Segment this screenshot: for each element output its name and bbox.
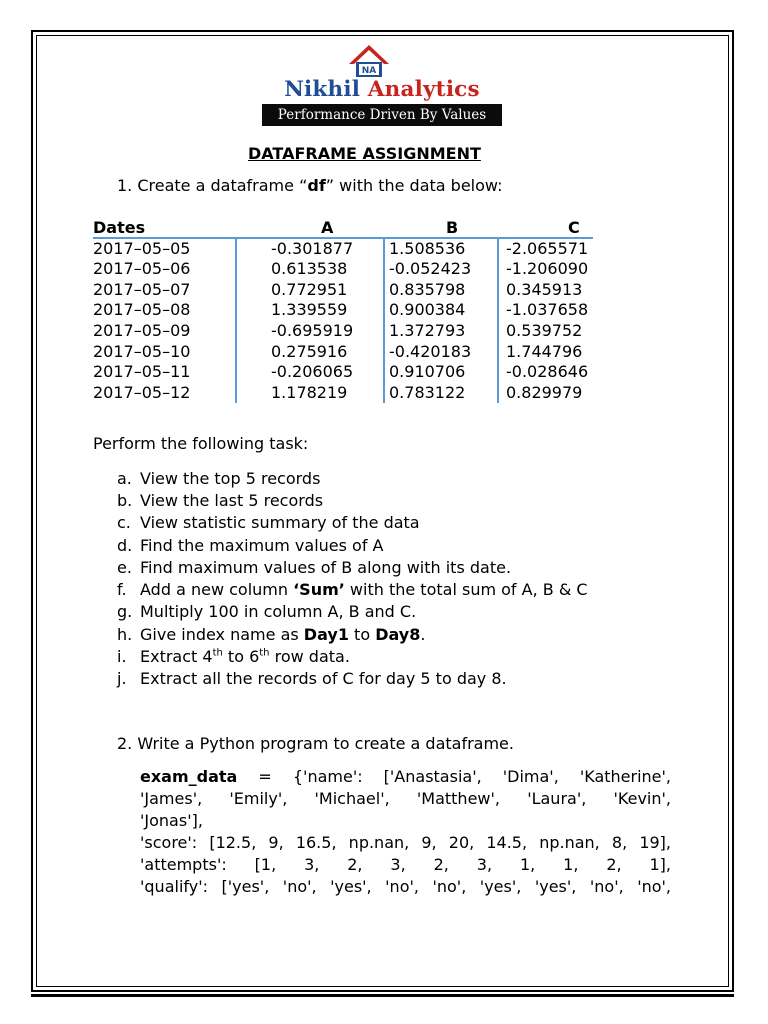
task-item-e	[117, 558, 511, 577]
table-cell: 2017–05–08	[93, 300, 191, 320]
question-1-df: df	[307, 176, 326, 195]
task-label: c.	[117, 513, 131, 532]
code-line: 'Jonas'],	[140, 811, 203, 830]
task-text: View statistic summary of the data	[140, 513, 420, 532]
task-text-bold: ‘Sum’	[293, 580, 345, 599]
task-text: Multiply 100 in column A, B and C.	[140, 602, 417, 621]
table-cell: 0.783122	[389, 382, 466, 402]
task-item-g	[117, 602, 416, 621]
task-text: Add a new column	[140, 580, 294, 599]
table-cell: -1.206090	[506, 259, 589, 279]
code-line: 'attempts': [1, 3, 2, 3, 2, 3, 1, 1, 2, 1],	[140, 855, 671, 874]
task-text: View the last 5 records	[140, 491, 324, 510]
code-text: = {'name': ['Anastasia', 'Dima', 'Katherine',	[237, 767, 671, 786]
task-label: g.	[117, 602, 133, 621]
task-superscript: th	[259, 647, 270, 659]
question-2: 2. Write a Python program to create a dataframe.	[117, 734, 514, 753]
code-line: 'qualify': ['yes', 'no', 'yes', 'no', 'no', 'yes', 'yes', 'no', 'no',	[140, 877, 671, 896]
table-header-b: B	[446, 218, 459, 237]
task-text: to 6	[222, 647, 260, 666]
task-text: to	[348, 625, 376, 644]
table-cell: 1.339559	[271, 300, 348, 320]
table-header-a: A	[321, 218, 334, 237]
code-variable: exam_data	[140, 767, 238, 786]
task-text: Extract all the records of C for day 5 to day 8.	[140, 669, 507, 688]
document-title: DATAFRAME ASSIGNMENT	[248, 144, 481, 163]
table-column-rule	[235, 239, 237, 403]
question-1-prefix: 1. Create a dataframe “	[117, 176, 308, 195]
table-cell: 1.372793	[389, 320, 466, 340]
task-label: b.	[117, 491, 133, 510]
brand-name-first: Nikhil	[284, 77, 361, 102]
table-cell: 2017–05–05	[93, 238, 191, 258]
task-item-a	[117, 469, 320, 488]
code-block	[140, 767, 671, 899]
task-text: Find maximum values of B along with its date.	[140, 558, 512, 577]
task-superscript: th	[212, 647, 223, 659]
task-label: e.	[117, 558, 132, 577]
table-cell: 0.829979	[506, 382, 583, 402]
task-label: f.	[117, 580, 127, 599]
table-header-dates: Dates	[93, 218, 146, 237]
table-cell: -2.065571	[506, 238, 589, 258]
table-header-c: C	[568, 218, 580, 237]
table-cell: 2017–05–10	[93, 341, 191, 361]
task-item-h	[117, 625, 425, 644]
table-column-rule	[383, 239, 385, 403]
page-border-bottom	[31, 994, 734, 997]
tasks-intro: Perform the following task:	[93, 434, 309, 453]
table-cell: 2017–05–11	[93, 362, 191, 382]
table-cell: -0.028646	[506, 362, 589, 382]
logo-initials: NA	[361, 66, 377, 76]
task-text: row data.	[269, 647, 350, 666]
table-cell: 0.900384	[389, 300, 466, 320]
table-cell: 0.539752	[506, 320, 583, 340]
table-cell: 1.178219	[271, 382, 348, 402]
task-item-j	[117, 669, 507, 688]
table-cell: -0.301877	[271, 238, 354, 258]
task-item-d	[117, 536, 384, 555]
code-line	[140, 767, 671, 789]
task-item-c	[117, 513, 420, 532]
table-cell: 2017–05–12	[93, 382, 191, 402]
task-item-f	[117, 580, 588, 599]
task-text-bold: Day8	[375, 625, 421, 644]
question-1-suffix: ” with the data below:	[325, 176, 503, 195]
table-cell: 0.613538	[271, 259, 348, 279]
table-cell: -0.420183	[389, 341, 472, 361]
table-cell: -0.206065	[271, 362, 354, 382]
table-cell: 1.744796	[506, 341, 583, 361]
table-cell: 0.835798	[389, 279, 466, 299]
code-line: 'score': [12.5, 9, 16.5, np.nan, 9, 20, 14.5, np.nan, 8, 19],	[140, 833, 671, 852]
table-cell: 0.275916	[271, 341, 348, 361]
brand-name-second: Analytics	[367, 77, 480, 102]
task-label: h.	[117, 625, 133, 644]
task-item-b	[117, 491, 323, 510]
brand-tagline: Performance Driven By Values	[262, 104, 502, 126]
table-cell: 0.345913	[506, 279, 583, 299]
task-label: d.	[117, 536, 133, 555]
table-cell: 0.772951	[271, 279, 348, 299]
code-line: 'James', 'Emily', 'Michael', 'Matthew', 'Laura', 'Kevin',	[140, 789, 671, 808]
task-text: .	[420, 625, 426, 644]
house-logo-icon	[347, 44, 391, 78]
task-text: Find the maximum values of A	[140, 536, 384, 555]
table-cell: 2017–05–09	[93, 320, 191, 340]
brand-logo	[262, 44, 502, 126]
task-item-i	[117, 647, 350, 666]
table-cell: 2017–05–06	[93, 259, 191, 279]
task-text: Give index name as	[140, 625, 304, 644]
question-1	[117, 176, 503, 195]
task-label: i.	[117, 647, 127, 666]
table-column-rule	[497, 239, 499, 403]
table-cell: -0.695919	[271, 320, 354, 340]
task-text: View the top 5 records	[140, 469, 321, 488]
table-cell: -1.037658	[506, 300, 589, 320]
table-cell: 2017–05–07	[93, 279, 191, 299]
table-cell: 1.508536	[389, 238, 466, 258]
table-cell: 0.910706	[389, 362, 466, 382]
task-label: a.	[117, 469, 132, 488]
task-text-bold: Day1	[303, 625, 349, 644]
task-text: Extract 4	[140, 647, 213, 666]
table-cell: -0.052423	[389, 259, 472, 279]
task-text: with the total sum of A, B & C	[344, 580, 588, 599]
brand-name	[262, 77, 502, 102]
task-label: j.	[117, 669, 127, 688]
